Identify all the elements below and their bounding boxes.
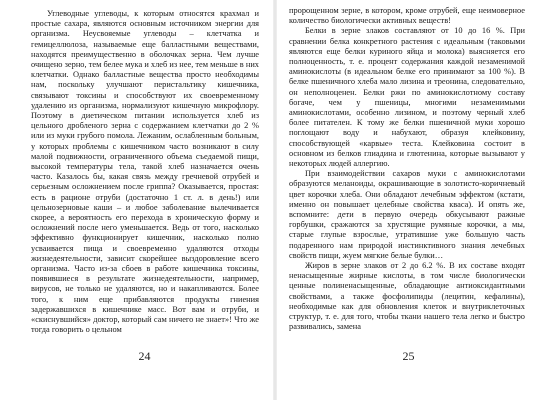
- right-page: [275, 0, 550, 400]
- left-page-number: 24: [138, 349, 151, 363]
- right-paragraph: пророщенном зерне, в котором, кроме отрубей, еще неимоверное количество биологически активных веществ!: [289, 6, 525, 26]
- left-page-text: [31, 9, 259, 336]
- left-paragraph: Углеводные углеводы, к которым относятся крахмал и простые сахара, являются основным источником энергии для организма. Неусвояемые углеводы – клетчатка и гемицеллюлоза, называемые еще балластными веществами, находятся преимущественно в оболочках зерна. Чем лучше очищено зерно, тем белее мука и хлеб из нее, тем меньше в них клетчатки. Однако балластные вещества просто необходимы нам, поскольку улучшают перистальтику кишечника, связывают токсины и способствуют их своевременному удалению из организма, нормализуют кишечную микрофлору. Поэтому в диетическом питании используется хлеб из цельного дробленого зерна с содержанием клетчатки до 2 % или из муки грубого помола. Лежаним, ослабленным больным, у которых проблемы с кишечником часто возникают в силу малой подвижности, ограниченного объема съедаемой пищи, высокой температуры тела, такой хлеб назначается очень часто. Казалось бы, какая связь между гречневой отрубей и серьезным осложнением после гриппа? Оказывается, простая: есть в рационе отруби (достаточно 1 ст. л. в день!) или цельнозерновые каши – и любое заболевание вылечивается скорее, а вероятность его перехода в хроническую форму и осложнений после него уменьшается. Ведь от того, насколько эффективно функционирует кишечник, насколько полно усваивается пища и своевременно удаляются отходы жизнедеятельности, зависит скорейшее выздоровление всего организма. Часто из-за сбоев в работе кишечника токсины, появившиеся в результате жизнедеятельности, например, вирусов, не только не удаляются, но и накапливаются. Более того, к ним еще прибавляются продукты гниения задержавшихся в кишечнике масс. Вот вам и отруби, и «скиснувшийся» доктор, который сам ничего не знает»! Что же тогда говорить о цельном: [31, 9, 259, 335]
- right-paragraph: При взаимодействии сахаров муки с аминокислотами образуются меланоиды, окрашивающие в золотисто-коричневый цвет корочки хлеба. Они обладают лечебным эффектом (кстати, именно он повышает целебные свойства кваса). И опять же, вспомните: дети в первую очередь обкусывают ражные горбушки, сражаются за хрустящие румяные корочки, а мы, старые глупые взрослые, утратившие уже большую часть подаренного нам природой инстинктивного знания лечебных свойств пищи, жуем мягкие белые булки…: [289, 169, 525, 260]
- right-page-number: 25: [402, 349, 415, 363]
- right-page-text: [289, 6, 525, 333]
- right-paragraph: Жиров в зерне злаков от 2 до 6.2 %. В их составе входят ненасыщенные жирные кислоты, в том числе биологически ценные полиненасыщенные, обладающие антиоксидантными свойствами, а также фосфолипиды (лецитин, кефалины), необходимые как для обновления клеток и внутриклеточных структур, т. е. для того, чтобы ткани нашего тела легко и быстро развивались, замена: [289, 261, 525, 332]
- right-paragraph: Белки в зерне злаков составляют от 10 до 16 %. При сравнении белка конкретного растения с идеальным (таковыми являются еще белки куриного яйца и молока) выясняется его полноценность, т. е. процент содержания каждой незаменимой аминокислоты (в идеальном белке его принимают за 100 %). В белке пшеничного хлеба мало лизина и треонина, следовательно, он неполноценен. Белки ржи по аминокислотному составу богаче, чем у пшеницы, многими незаменимыми аминокислотами, особенно лизином, и поэтому черный хлеб более питателен. К тому же белки пшеничной муки хорошо поглощают воду и набухают, образуя клейковину, способствующей «карвые» теста. Клейковина состоит в основном из белков глиадина и глютенина, которые вызывают у некоторых людей аллергию.: [289, 26, 525, 169]
